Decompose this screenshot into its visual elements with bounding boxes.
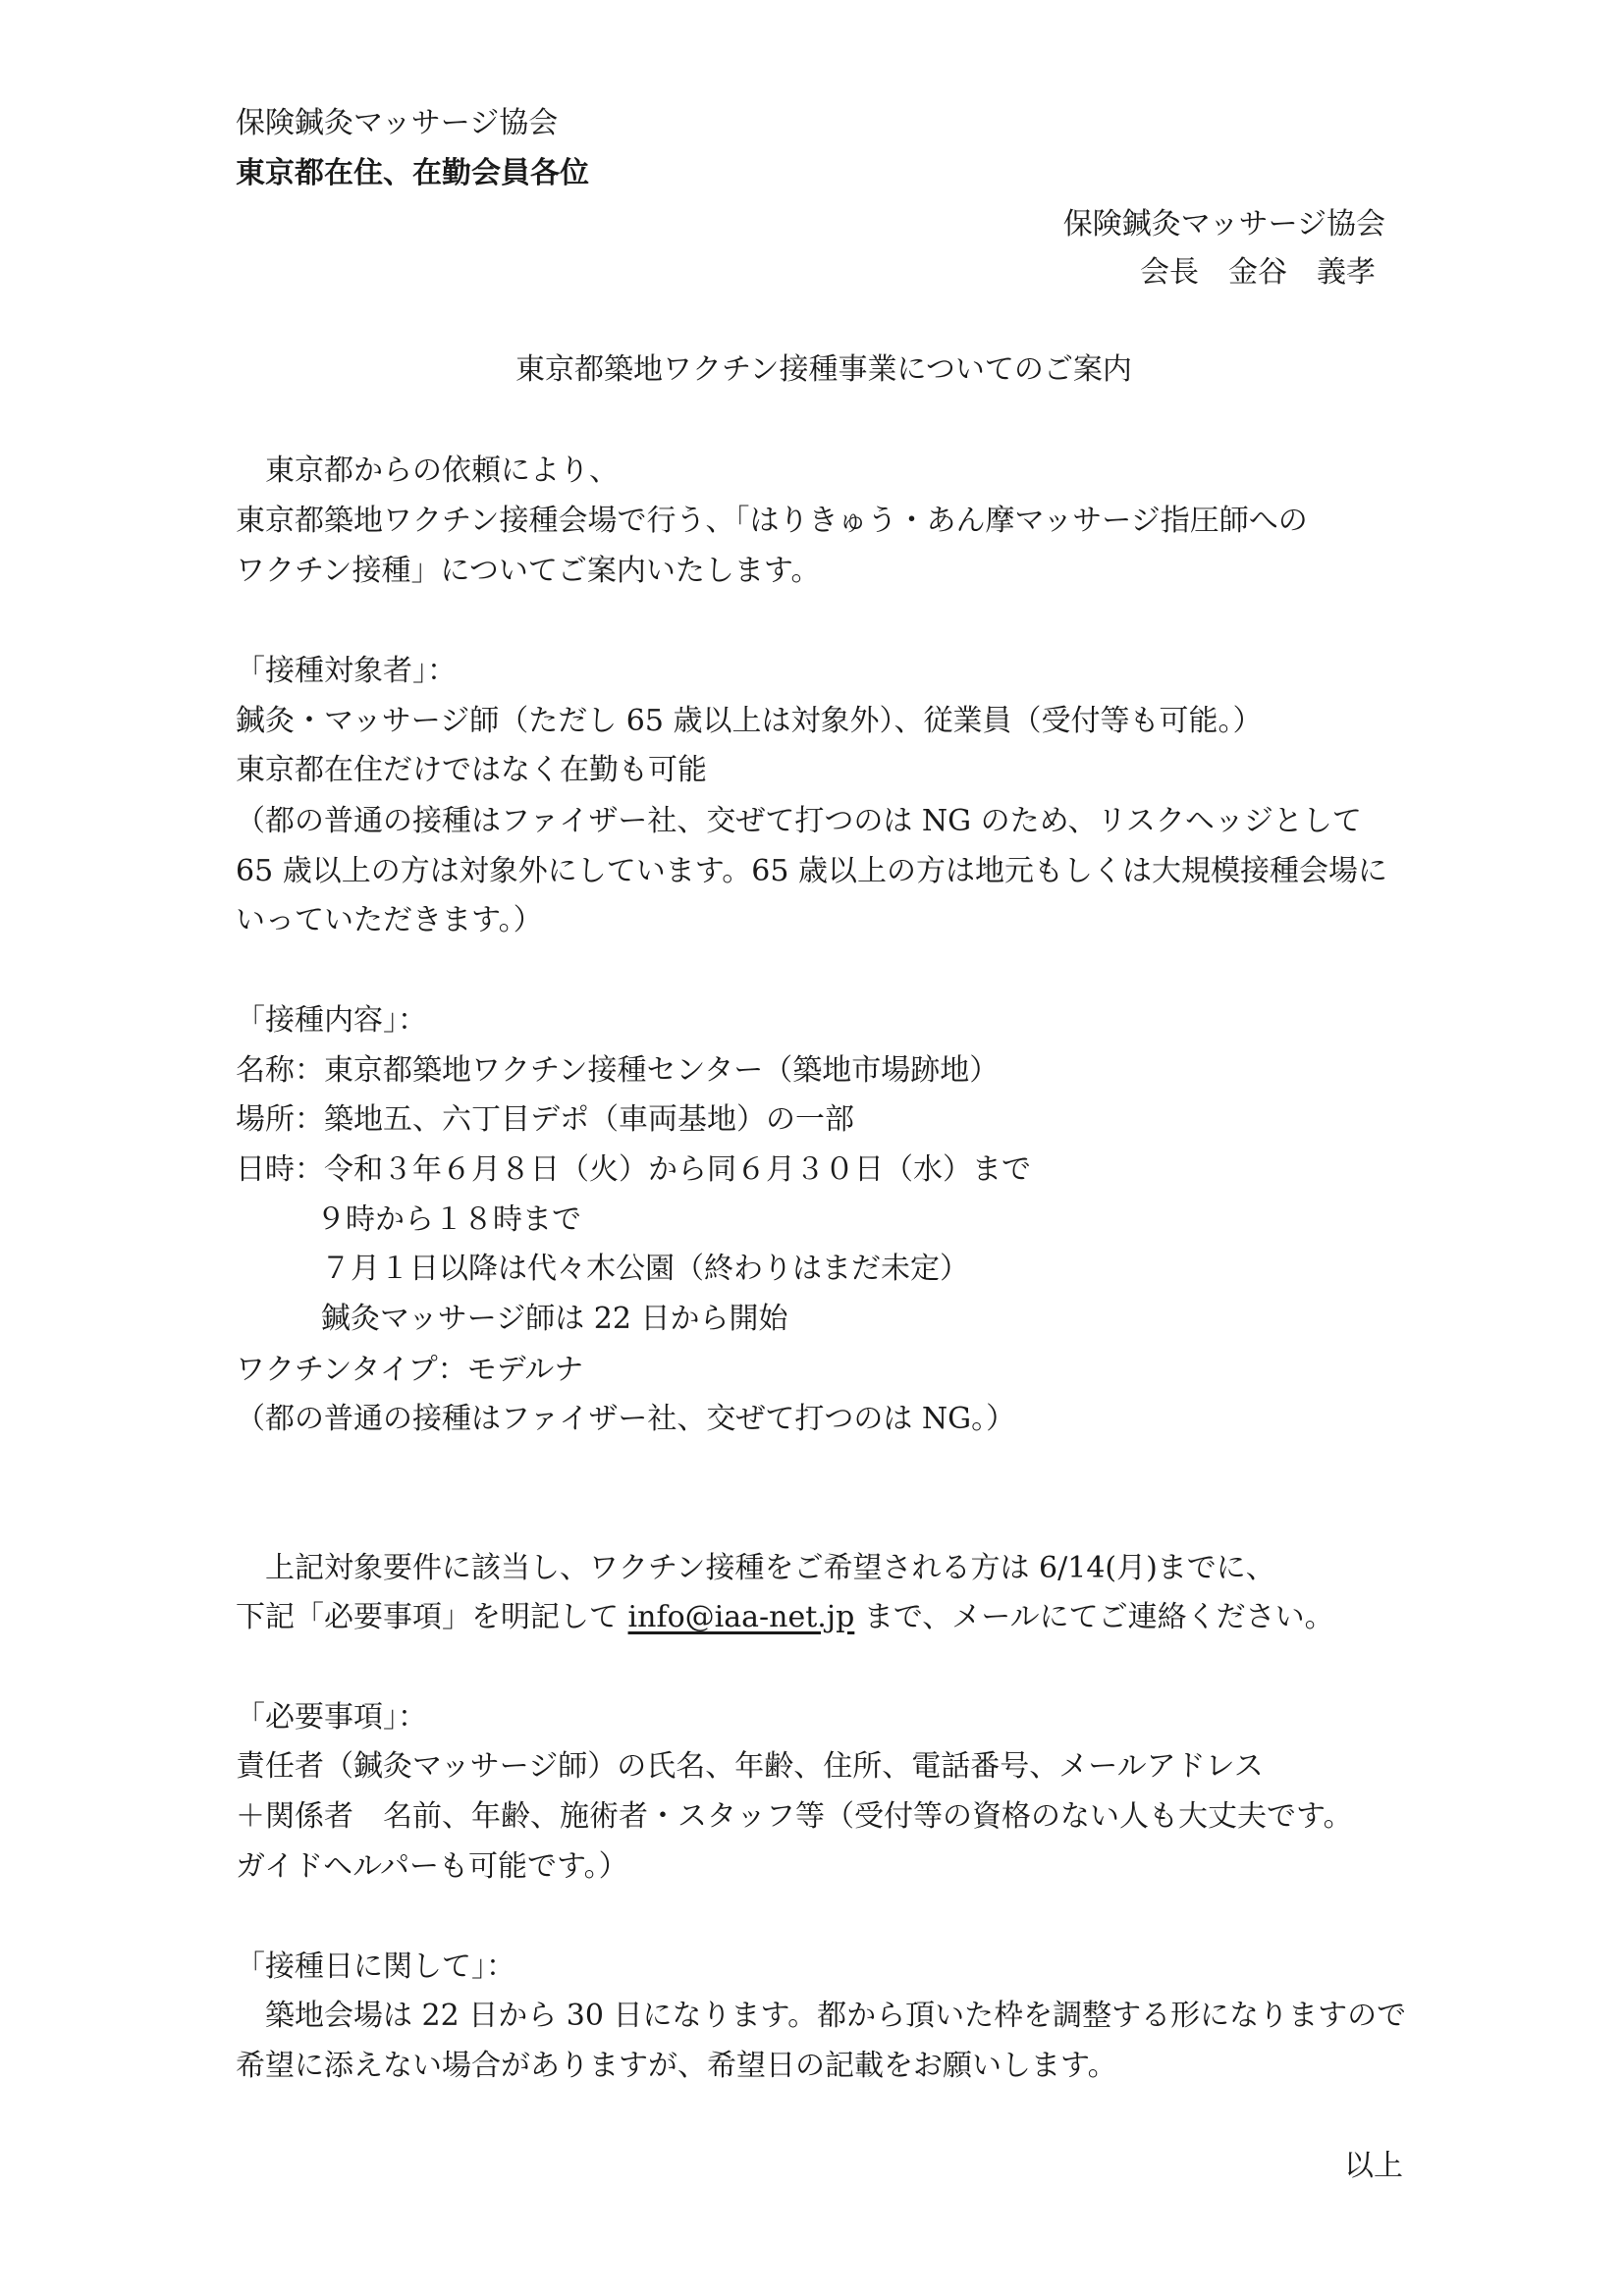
required-line-3: ガイドヘルパーも可能です。）	[236, 1849, 628, 1884]
dates-heading: 「接種日に関して」：	[236, 1949, 515, 1984]
content-after: ７月１日以降は代々木公園（終わりはまだ未定）	[321, 1252, 969, 1286]
target-line-4: 65 歳以上の方は対象外にしています。65 歳以上の方は地元もしくは大規模接種会場に	[236, 854, 1388, 888]
content-start: 鍼灸マッサージ師は 22 日から開始	[321, 1302, 788, 1336]
content-datetime: 日時：令和３年６月８日（火）から同６月３０日（水）まで	[236, 1152, 1031, 1187]
apply-line-1: 上記対象要件に該当し、ワクチン接種をご希望される方は 6/14(月)までに、	[236, 1551, 1275, 1585]
header-recipients: 東京都在住、在勤会員各位	[236, 156, 589, 190]
intro-line-3: ワクチン接種」についてご案内いたします。	[236, 554, 821, 588]
required-line-1: 責任者（鍼灸マッサージ師）の氏名、年齢、住所、電話番号、メールアドレス	[236, 1749, 1264, 1784]
required-heading: 「必要事項」：	[236, 1700, 427, 1735]
apply-line-2	[236, 1600, 1334, 1634]
dates-line-2: 希望に添えない場合がありますが、希望日の記載をお願いします。	[236, 2049, 1117, 2083]
apply-line-2-post: まで、メールにてご連絡ください。	[854, 1600, 1334, 1634]
sender-org: 保険鍼灸マッサージ協会	[1062, 207, 1385, 241]
content-place: 場所：築地五、六丁目デポ（車両基地）の一部	[236, 1102, 854, 1137]
content-heading: 「接種内容」：	[236, 1003, 427, 1038]
target-line-3: （都の普通の接種はファイザー社、交ぜて打つのは NG のため、リスクヘッジとして	[236, 804, 1362, 838]
target-heading: 「接種対象者」：	[236, 654, 457, 688]
dates-line-1: 築地会場は 22 日から 30 日になります。都から頂いた枠を調整する形になりますので	[236, 1999, 1407, 2033]
content-vaccine: ワクチンタイプ：モデルナ	[236, 1353, 584, 1387]
email-link[interactable]: info@iaa-net.jp	[627, 1600, 855, 1634]
required-line-2: ＋関係者 名前、年齢、施術者・スタッフ等（受付等の資格のない人も大丈夫です。	[236, 1799, 1353, 1834]
target-line-1: 鍼灸・マッサージ師（ただし 65 歳以上は対象外）、従業員（受付等も可能。）	[236, 704, 1263, 738]
sender-president: 会長 金谷 義孝	[1140, 255, 1376, 290]
target-line-2: 東京都在住だけではなく在勤も可能	[236, 753, 707, 787]
target-line-5: いっていただきます。）	[236, 903, 543, 937]
intro-line-2: 東京都築地ワクチン接種会場で行う、「はりきゅう・あん摩マッサージ指圧師への	[236, 504, 1308, 538]
content-time: ９時から１８時まで	[316, 1202, 581, 1237]
content-name: 名称：東京都築地ワクチン接種センター（築地市場跡地）	[236, 1053, 1000, 1088]
content-note: （都の普通の接種はファイザー社、交ぜて打つのは NG。）	[236, 1402, 1016, 1436]
document-title: 東京都築地ワクチン接種事業についてのご案内	[515, 352, 1132, 387]
header-org: 保険鍼灸マッサージ協会	[236, 106, 559, 140]
apply-line-2-pre: 下記「必要事項」を明記して	[236, 1600, 628, 1634]
closing-text: 以上	[1344, 2149, 1403, 2183]
intro-line-1: 東京都からの依頼により、	[236, 454, 619, 488]
